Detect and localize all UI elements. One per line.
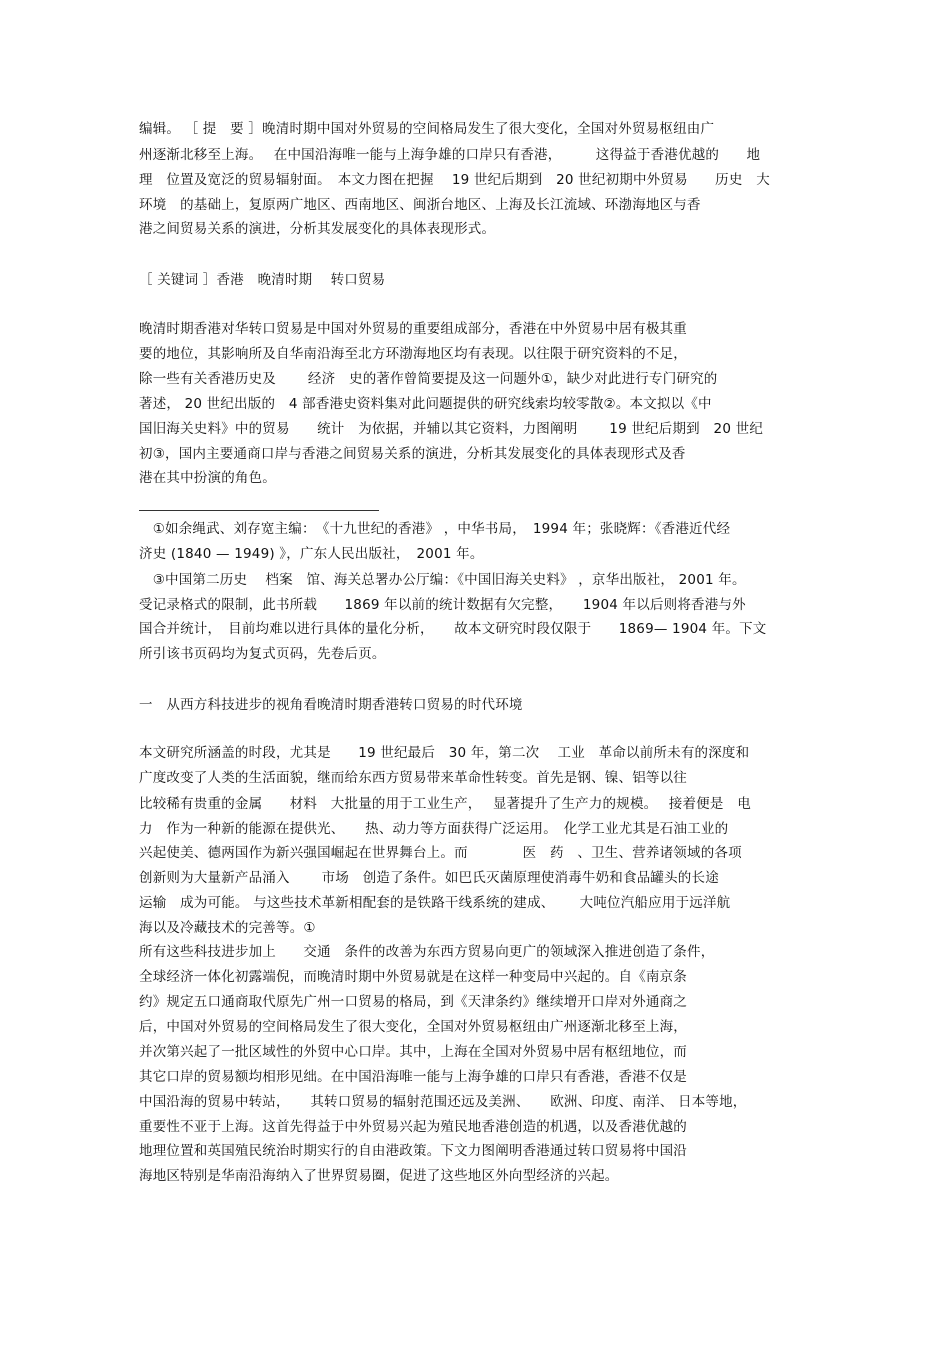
body-line: 重要性不亚于上海。这首先得益于中外贸易兴起为殖民地香港创造的机遇，以及香港优越的 — [139, 1119, 687, 1135]
body-line: 比较稀有贵重的金属 材料 大批量的用于工业生产， 显著提升了生产力的规模。 接着便是 电 — [139, 796, 751, 812]
intro-line: 除一些有关香港历史及 经济 史的著作曾简要提及这一问题外①，缺少对此进行专门研究的 — [139, 371, 718, 387]
footnote-line: 济史 (1840 — 1949) 》，广东人民出版社， 2001 年。 — [139, 546, 484, 562]
body-line: 海以及冷藏技术的完善等。① — [139, 920, 316, 936]
abstract-line: 理 位置及宽泛的贸易辐射面。 本文力图在把握 19 世纪后期到 20 世纪初期中外贸易 历史 大 — [139, 172, 770, 188]
abstract-line: 港之间贸易关系的演进，分析其发展变化的具体表现形式。 — [139, 221, 496, 237]
body-line: 所有这些科技进步加上 交通 条件的改善为东西方贸易向更广的领域深入推进创造了条件， — [139, 944, 715, 960]
footnote-line: ③中国第二历史 档案 馆、海关总署办公厅编：《中国旧海关史料》 ，京华出版社， 2001 年。 — [139, 572, 746, 588]
body-line: 地理位置和英国殖民统治时期实行的自由港政策。下文力图阐明香港通过转口贸易将中国沿 — [139, 1143, 687, 1159]
body-line: 海地区特别是华南沿海纳入了世界贸易圈，促进了这些地区外向型经济的兴起。 — [139, 1168, 619, 1184]
body-line: 并次第兴起了一批区域性的外贸中心口岸。其中，上海在全国对外贸易中居有枢纽地位，而 — [139, 1044, 687, 1060]
body-line: 兴起使美、德两国作为新兴强国崛起在世界舞台上。而 医 药 、卫生、营养诸领域的各项 — [139, 845, 742, 861]
abstract-line: 环境 的基础上，复原两广地区、西南地区、闽浙台地区、上海及长江流域、环渤海地区与香 — [139, 197, 701, 213]
footnote-separator — [139, 510, 379, 511]
footnote-line: ①如余绳武、刘存宽主编： 《十九世纪的香港》 ，中华书局， 1994 年；张晓辉：《香港近代经 — [139, 521, 731, 537]
intro-line: 晚清时期香港对华转口贸易是中国对外贸易的重要组成部分，香港在中外贸易中居有极其重 — [139, 321, 687, 337]
intro-line: 初③，国内主要通商口岸与香港之间贸易关系的演进，分析其发展变化的具体表现形式及香 — [139, 446, 686, 462]
footnote-line: 国合并统计， 目前均难以进行具体的量化分析， 故本文研究时段仅限于 1869— 1904 年。下文 — [139, 621, 767, 637]
body-line: 广度改变了人类的生活面貌，继而给东西方贸易带来革命性转变。首先是钢、镍、铝等以往 — [139, 770, 687, 786]
body-line: 本文研究所涵盖的时段，尤其是 19 世纪最后 30 年，第二次 工业 革命以前所未有的深度和 — [139, 745, 750, 761]
intro-line: 著述， 20 世纪出版的 4 部香港史资料集对此问题提供的研究线索均较零散②。本文拟以《中 — [139, 396, 712, 412]
abstract-line: 编辑。 ［ 提 要 ］晚清时期中国对外贸易的空间格局发生了很大变化，全国对外贸易枢纽由广 — [139, 121, 715, 137]
footnote-line: 所引该书页码均为复式页码，先卷后页。 — [139, 646, 386, 662]
body-line: 后，中国对外贸易的空间格局发生了很大变化，全国对外贸易枢纽由广州逐渐北移至上海， — [139, 1019, 687, 1035]
intro-line: 港在其中扮演的角色。 — [139, 470, 276, 486]
body-line: 约》规定五口通商取代原先广州一口贸易的格局，到《天津条约》继续增开口岸对外通商之 — [139, 994, 687, 1010]
body-line: 其它口岸的贸易额均相形见绌。在中国沿海唯一能与上海争雄的口岸只有香港，香港不仅是 — [139, 1069, 687, 1085]
body-line: 力 作为一种新的能源在提供光、 热、动力等方面获得广泛运用。 化学工业尤其是石油工业的 — [139, 821, 729, 837]
section-heading: 一 从西方科技进步的视角看晚清时期香港转口贸易的时代环境 — [139, 697, 523, 713]
keywords-line: ［ 关键词 ］香港 晚清时期 转口贸易 — [139, 272, 386, 288]
body-line: 全球经济一体化初露端倪，而晚清时期中外贸易就是在这样一种变局中兴起的。自《南京条 — [139, 969, 687, 985]
intro-line: 国旧海关史料》中的贸易 统计 为依据，并辅以其它资料，力图阐明 19 世纪后期到 20 世纪 — [139, 421, 764, 437]
intro-line: 要的地位，其影响所及自华南沿海至北方环渤海地区均有表现。以往限于研究资料的不足， — [139, 346, 687, 362]
abstract-line: 州逐渐北移至上海。 在中国沿海唯一能与上海争雄的口岸只有香港， 这得益于香港优越的 地 — [139, 147, 761, 163]
body-line: 中国沿海的贸易中转站， 其转口贸易的辐射范围还远及美洲、 欧洲、印度、南洋、 日本等地， — [139, 1094, 747, 1110]
footnote-line: 受记录格式的限制，此书所载 1869 年以前的统计数据有欠完整， 1904 年以后则将香港与外 — [139, 597, 746, 613]
body-line: 运输 成为可能。 与这些技术革新相配套的是铁路干线系统的建成、 大吨位汽船应用于远洋航 — [139, 895, 731, 911]
body-line: 创新则为大量新产品涌入 市场 创造了条件。如巴氏灭菌原理使消毒牛奶和食品罐头的长途 — [139, 870, 719, 886]
